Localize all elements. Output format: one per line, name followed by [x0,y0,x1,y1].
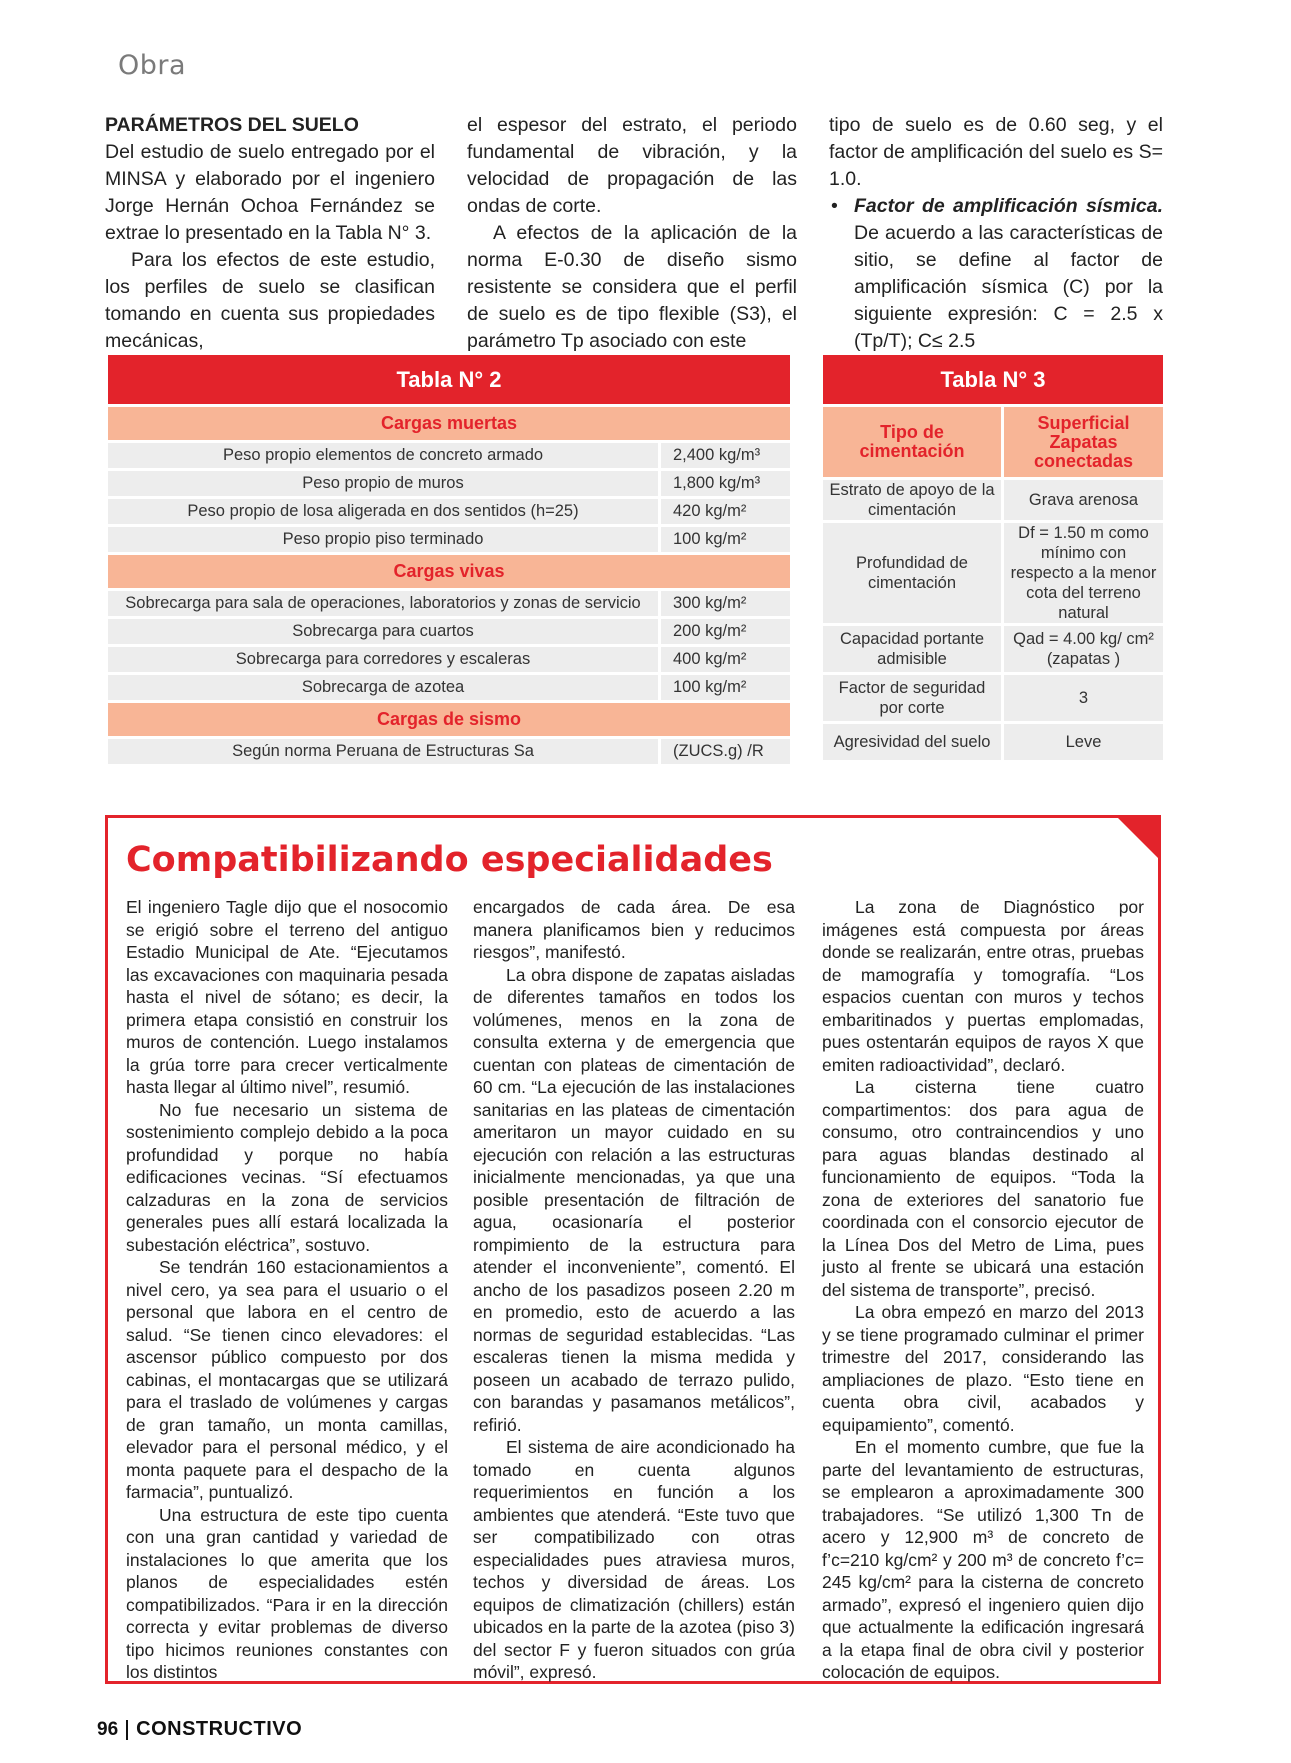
table-cell-value: Leve [1004,724,1163,760]
table-row [108,499,790,524]
table-2 [108,355,790,767]
paragraph: En el momento cumbre, que fue la parte del levantamiento de estructuras, se emplearon a aproximadamente 300 trabajadores. “Se utilizó 1,300 Tn de acero y 12,900 m³ de concreto de f’c=210 kg/cm² y 200 m³ de concreto f’c= 245 kg/cm² para la cisterna de concreto armado”, expresó el ingeniero quien dijo que actualmente la edificación ingresará a la etapa final de obra civil y posterior colocación de equipos. [822,1437,1144,1682]
table-cell-value: 2,400 kg/m³ [661,443,790,468]
bullet-icon: • [831,195,838,217]
table-cell-label: Según norma Peruana de Estructuras Sa [108,739,661,764]
bullet-title: Factor de amplificación sísmica. [854,195,1163,217]
table-header-cell: Tipo de cimentación [823,407,1004,477]
table-cell-value: Grava arenosa [1004,480,1163,520]
table-cell-value: Qad = 4.00 kg/ cm² (zapatas ) [1004,626,1163,672]
table-header-cell: Superficial Zapatas conectadas [1004,407,1163,477]
intro-column-3 [829,112,1163,355]
table-3-title: Tabla N° 3 [823,355,1163,404]
table-cell-label: Factor de seguridad por corte [823,675,1004,721]
box-title: Compatibilizando especialidades [126,840,773,880]
table-2-grid [108,404,790,767]
paragraph: La obra empezó en marzo del 2013 y se tiene programado culminar el primer trimestre del 2017, considerando las ampliaciones de plazo. “Esto tiene en cuenta obra civil, acabados y equipamiento”, comentó. [822,1302,1144,1435]
bullet-text: De acuerdo a las características de sitio, se define al factor de amplificación sísmica (C) por la siguiente expresión: C = 2.5 x (Tp/T); C≤ 2.5 [854,222,1163,352]
page-footer [97,1718,302,1741]
table-cell-label: Profundidad de cimentación [823,523,1004,623]
table-row [108,527,790,552]
table-row [823,675,1163,721]
table-3 [823,355,1163,763]
paragraph: encargados de cada área. De esa manera planificamos bien y reducimos riesgos”, manifestó. [473,897,795,962]
box-column-3 [822,896,1144,1684]
intro-columns [105,112,1163,352]
table-section-label: Cargas de sismo [108,703,790,736]
table-cell-label: Peso propio piso terminado [108,527,661,552]
table-row [823,724,1163,760]
table-cell-value: 100 kg/m² [661,527,790,552]
table-row [108,619,790,644]
paragraph: El sistema de aire acondicionado ha tomado en cuenta algunos requerimientos en función a los ambientes que atenderá. “Este tuvo que ser compatibilizado con otras especialidades pues atraviesa muros, techos y diversidad de áreas. Los equipos de climatización (chillers) están ubicados en la parte de la azotea (piso 3) del sector F y fueron situados con grúa móvil”, expresó. [473,1437,795,1682]
table-row [108,647,790,672]
table-section-row [108,703,790,736]
table-cell-label: Sobrecarga para corredores y escaleras [108,647,661,672]
paragraph: A efectos de la aplicación de la norma E-0.30 de diseño sismo resistente se considera que el perfil de suelo es de tipo flexible (S3), el parámetro Tp asociado con este [467,222,797,352]
paragraph: Se tendrán 160 estacionamientos a nivel cero, ya sea para el usuario o el personal que labora en el centro de salud. “Se tienen cinco elevadores: el ascensor público compuesto por dos cabinas, el montacargas que se utilizará para el traslado de volúmenes y cargas de gran tamaño, un monta camillas, elevador para el personal médico, y el monta paquete para el despacho de la farmacia”, puntualizó. [126,1257,448,1502]
table-cell-label: Peso propio elementos de concreto armado [108,443,661,468]
table-cell-value: 3 [1004,675,1163,721]
sidebar-box [105,815,1161,1684]
table-cell-value: 1,800 kg/m³ [661,471,790,496]
table-2-title: Tabla N° 2 [108,355,790,404]
paragraph: La zona de Diagnóstico por imágenes está compuesta por áreas donde se realizarán, entre otras, pruebas de mamografía y tomografía. “Los espacios cuentan con muros y techos embaritinados y puertas emplomadas, pues ostentarán equipos de rayos X que emiten radioactividad”, declaró. [822,897,1144,1075]
intro-column-2 [467,112,797,355]
table-cell-label: Peso propio de losa aligerada en dos sentidos (h=25) [108,499,661,524]
paragraph: El ingeniero Tagle dijo que el nosocomio se erigió sobre el terreno del antiguo Estadio Municipal de Ate. “Ejecutamos las excavaciones con maquinaria pesada hasta el nivel de sótano; es decir, la primera etapa consistió en construir los muros de contención. Luego instalamos la grúa torre para crecer verticalmente hasta llegar al último nivel”, resumió. [126,897,448,1097]
table-cell-value: Df = 1.50 m como mínimo con respecto a la menor cota del terreno natural [1004,523,1163,623]
footer-divider [126,1720,128,1740]
box-column-1 [126,896,448,1684]
table-cell-label: Sobrecarga de azotea [108,675,661,700]
table-row [108,675,790,700]
table-row [108,591,790,616]
table-row [108,739,790,764]
table-cell-label: Peso propio de muros [108,471,661,496]
bullet-item [829,193,1163,355]
table-cell-label: Capacidad portante admisible [823,626,1004,672]
paragraph: el espesor del estrato, el periodo fundamental de vibración, y la velocidad de propagación de las ondas de corte. [467,114,797,217]
table-row [108,471,790,496]
section-heading: PARÁMETROS DEL SUELO [105,114,359,136]
table-cell-label: Estrato de apoyo de la cimentación [823,480,1004,520]
paragraph: La obra dispone de zapatas aisladas de diferentes tamaños en todos los volúmenes, menos en la zona de consulta externa y de emergencia que cuentan con plateas de cimentación de 60 cm. “La ejecución de las instalaciones sanitarias en las plateas de cimentación ameritaron un mayor cuidado en su ejecución con relación a las estructuras inicialmente mencionadas, ya que una posible presentación de filtración de agua, ocasionaría el posterior rompimiento de la estructura para atender el inconveniente”, comentó. El ancho de los pasadizos poseen 2.20 m en promedio, esto de acuerdo a las normas de seguridad establecidas. “Las escaleras tienen la misma medida y poseen un acabado de terrazo pulido, con barandas y pasamanos metálicos”, refirió. [473,964,795,1435]
paragraph: Del estudio de suelo entregado por el MINSA y elaborado por el ingeniero Jorge Hernán Ochoa Fernández se extrae lo presentado en la Tabla N° 3. [105,141,435,244]
table-section-row [108,407,790,440]
table-section-row [108,555,790,588]
table-cell-label: Sobrecarga para cuartos [108,619,661,644]
paragraph: tipo de suelo es de 0.60 seg, y el factor de amplificación del suelo es S= 1.0. [829,114,1163,190]
table-cell-value: 100 kg/m² [661,675,790,700]
section-label: Obra [118,50,187,81]
table-cell-value: 400 kg/m² [661,647,790,672]
table-cell-value: 200 kg/m² [661,619,790,644]
magazine-brand: CONSTRUCTIVO [136,1718,303,1740]
table-row [823,626,1163,672]
table-cell-value: 420 kg/m² [661,499,790,524]
paragraph: No fue necesario un sistema de sostenimiento complejo debido a la poca profundidad y porque no había edificaciones vecinas. “Sí efectuamos calzaduras en la zona de servicios generales pues allí estará localizada la subestación eléctrica”, sostuvo. [126,1099,448,1255]
table-row [823,523,1163,623]
table-cell-value: (ZUCS.g) /R [661,739,790,764]
box-column-2 [473,896,795,1684]
table-3-grid [823,404,1163,763]
page-number: 96 [97,1719,119,1740]
table-row [823,480,1163,520]
table-row [108,443,790,468]
paragraph: La cisterna tiene cuatro compartimentos: dos para agua de consumo, otro contraincendios y uno para aguas blandas destinado al funcionamiento de equipos. “Toda la zona de exteriores del sanatorio fue coordinada con el consorcio ejecutor de la Línea Dos del Metro de Lima, pues justo al frente se ubicará una estación del sistema de transporte”, precisó. [822,1077,1144,1300]
table-cell-label: Sobrecarga para sala de operaciones, laboratorios y zonas de servicio [108,591,661,616]
paragraph: Para los efectos de este estudio, los perfiles de suelo se clasifican tomando en cuenta sus propiedades mecánicas, [105,249,435,352]
table-header-row [823,407,1163,477]
table-cell-label: Agresividad del suelo [823,724,1004,760]
table-section-label: Cargas vivas [108,555,790,588]
intro-column-1 [105,112,435,355]
table-section-label: Cargas muertas [108,407,790,440]
table-cell-value: 300 kg/m² [661,591,790,616]
corner-triangle-icon [1115,815,1161,861]
paragraph: Una estructura de este tipo cuenta con una gran cantidad y variedad de instalaciones lo que amerita que los planos de especialidades estén compatibilizados. “Para ir en la dirección correcta y evitar problemas de diverso tipo hicimos reuniones constantes con los distintos [126,1504,448,1682]
